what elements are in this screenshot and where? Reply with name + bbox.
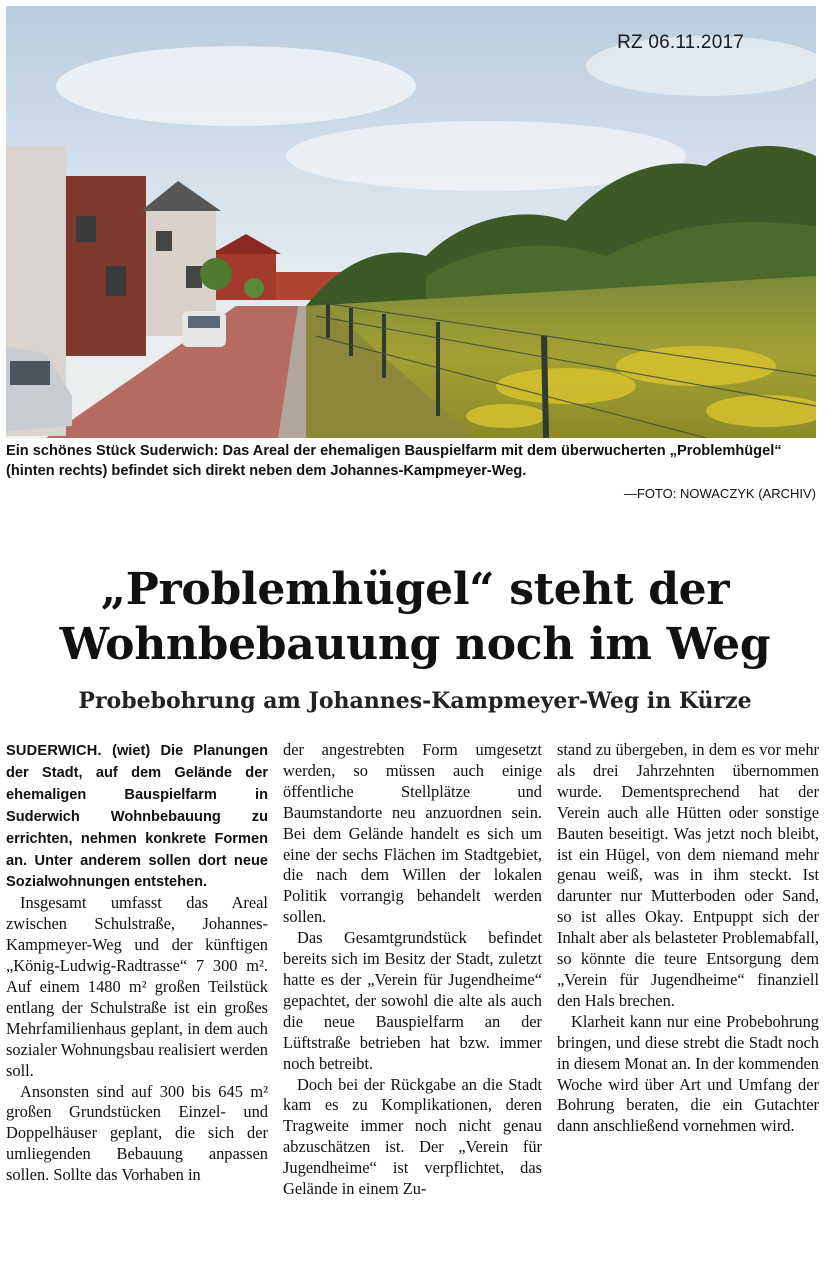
paragraph-7: Klarheit kann nur eine Probebohrung bringen, und diese strebt die Stadt noch in diesem Monat an. In der kommenden Woche wird über Art und Umfang der Bohrung beraten, die ein Gutachter dann anschließend vornehmen wird. [557,1011,819,1136]
paragraph-5: Doch bei der Rückgabe an die Stadt kam es zu Komplikationen, deren Tragweite immer noch nicht genau abzuschätzen ist. Der „Verein für Jugendheime“ ist verpflichtet, das Gelände in einem Zu- [283,1074,542,1199]
headline [0,562,830,672]
paragraph-6: stand zu übergeben, in dem es vor mehr als drei Jahrzehnten übernommen wurde. Dementsprechend hat der Verein auch alle Hütten oder sonstige Bauten beseitigt. Was jetzt noch bleibt, ist ein Hügel, von dem niemand mehr genau weiß, was in ihm steckt. Ist darunter nur Mutterboden oder Sand, so ist alles Okay. Entpuppt sich der Inhalt aber als belasteter Problemabfall, so könnte die teure Entsorgung dem „Verein für Jugendheime“ finanziell den Hals brechen. [557,740,819,1010]
lead-text: Die Planungen der Stadt, auf dem Gelände der ehemaligen Bauspielfarm in Suderwich Wohnbebauung zu errichten, nehmen konkrete Formen an. Unter anderem sollen dort neue Sozialwohnungen entstehen. [6,743,268,891]
dateline: SUDERWICH. [6,743,102,759]
paragraph-1: Insgesamt umfasst das Areal zwischen Schulstraße, Johannes-Kampmeyer-Weg und der künftigen „König-Ludwig-Radtrasse“ 7 300 m². Auf einem 1480 m² großen Teilstück entlang der Schulstraße ist ein großes Mehrfamilienhaus geplant, in dem auch sozialer Wohnungsbau realisiert werden soll. [6,893,268,1080]
date-stamp: RZ 06.11.2017 [617,32,744,53]
paragraph-4: Das Gesamtgrundstück befindet bereits sich im Besitz der Stadt, zuletzt hatte es der „Verein für Jugendheime“ gepachtet, der sowohl die alte als auch die neue Bauspielfarm an der Lüftstraße betrieben hat bzw. immer noch betreibt. [283,928,542,1073]
article-column-1 [6,740,268,1186]
article-photo [6,6,816,438]
article-column-2 [283,740,542,1200]
headline-line-2: Wohnbebauung noch im Weg [59,619,771,670]
paragraph-3: der angestrebten Form umgesetzt werden, so müssen auch einige öffentliche Stellplätze und Baumstandorte neu anzuordnen sein. Bei dem Gelände handelt es sich um eine der sechs Flächen im Stadtgebiet, die nach dem Willen der lokalen Politik vorrangig behandelt werden sollen. [283,740,542,927]
subheadline: Probebohrung am Johannes-Kampmeyer-Weg in Kürze [78,688,752,714]
photo-credit: —FOTO: NOWACZYK (ARCHIV) [623,486,816,501]
author-tag: (wiet) [112,743,151,759]
photo-caption: Ein schönes Stück Suderwich: Das Areal der ehemaligen Bauspielfarm mit dem überwucherten „Problemhügel“ (hinten rechts) befindet sich direkt neben dem Johannes-Kampmeyer-Weg. [6,443,782,479]
lead-paragraph [6,740,268,893]
article-column-3 [557,740,819,1137]
street-scene-illustration [6,6,816,438]
paragraph-2: Ansonsten sind auf 300 bis 645 m² großen Grundstücken Einzel- und Doppelhäuser geplant, die sich der umliegenden Bebauung anpassen sollen. Sollte das Vorhaben in [6,1081,268,1185]
headline-line-1: „Problemhügel“ steht der [100,564,730,615]
